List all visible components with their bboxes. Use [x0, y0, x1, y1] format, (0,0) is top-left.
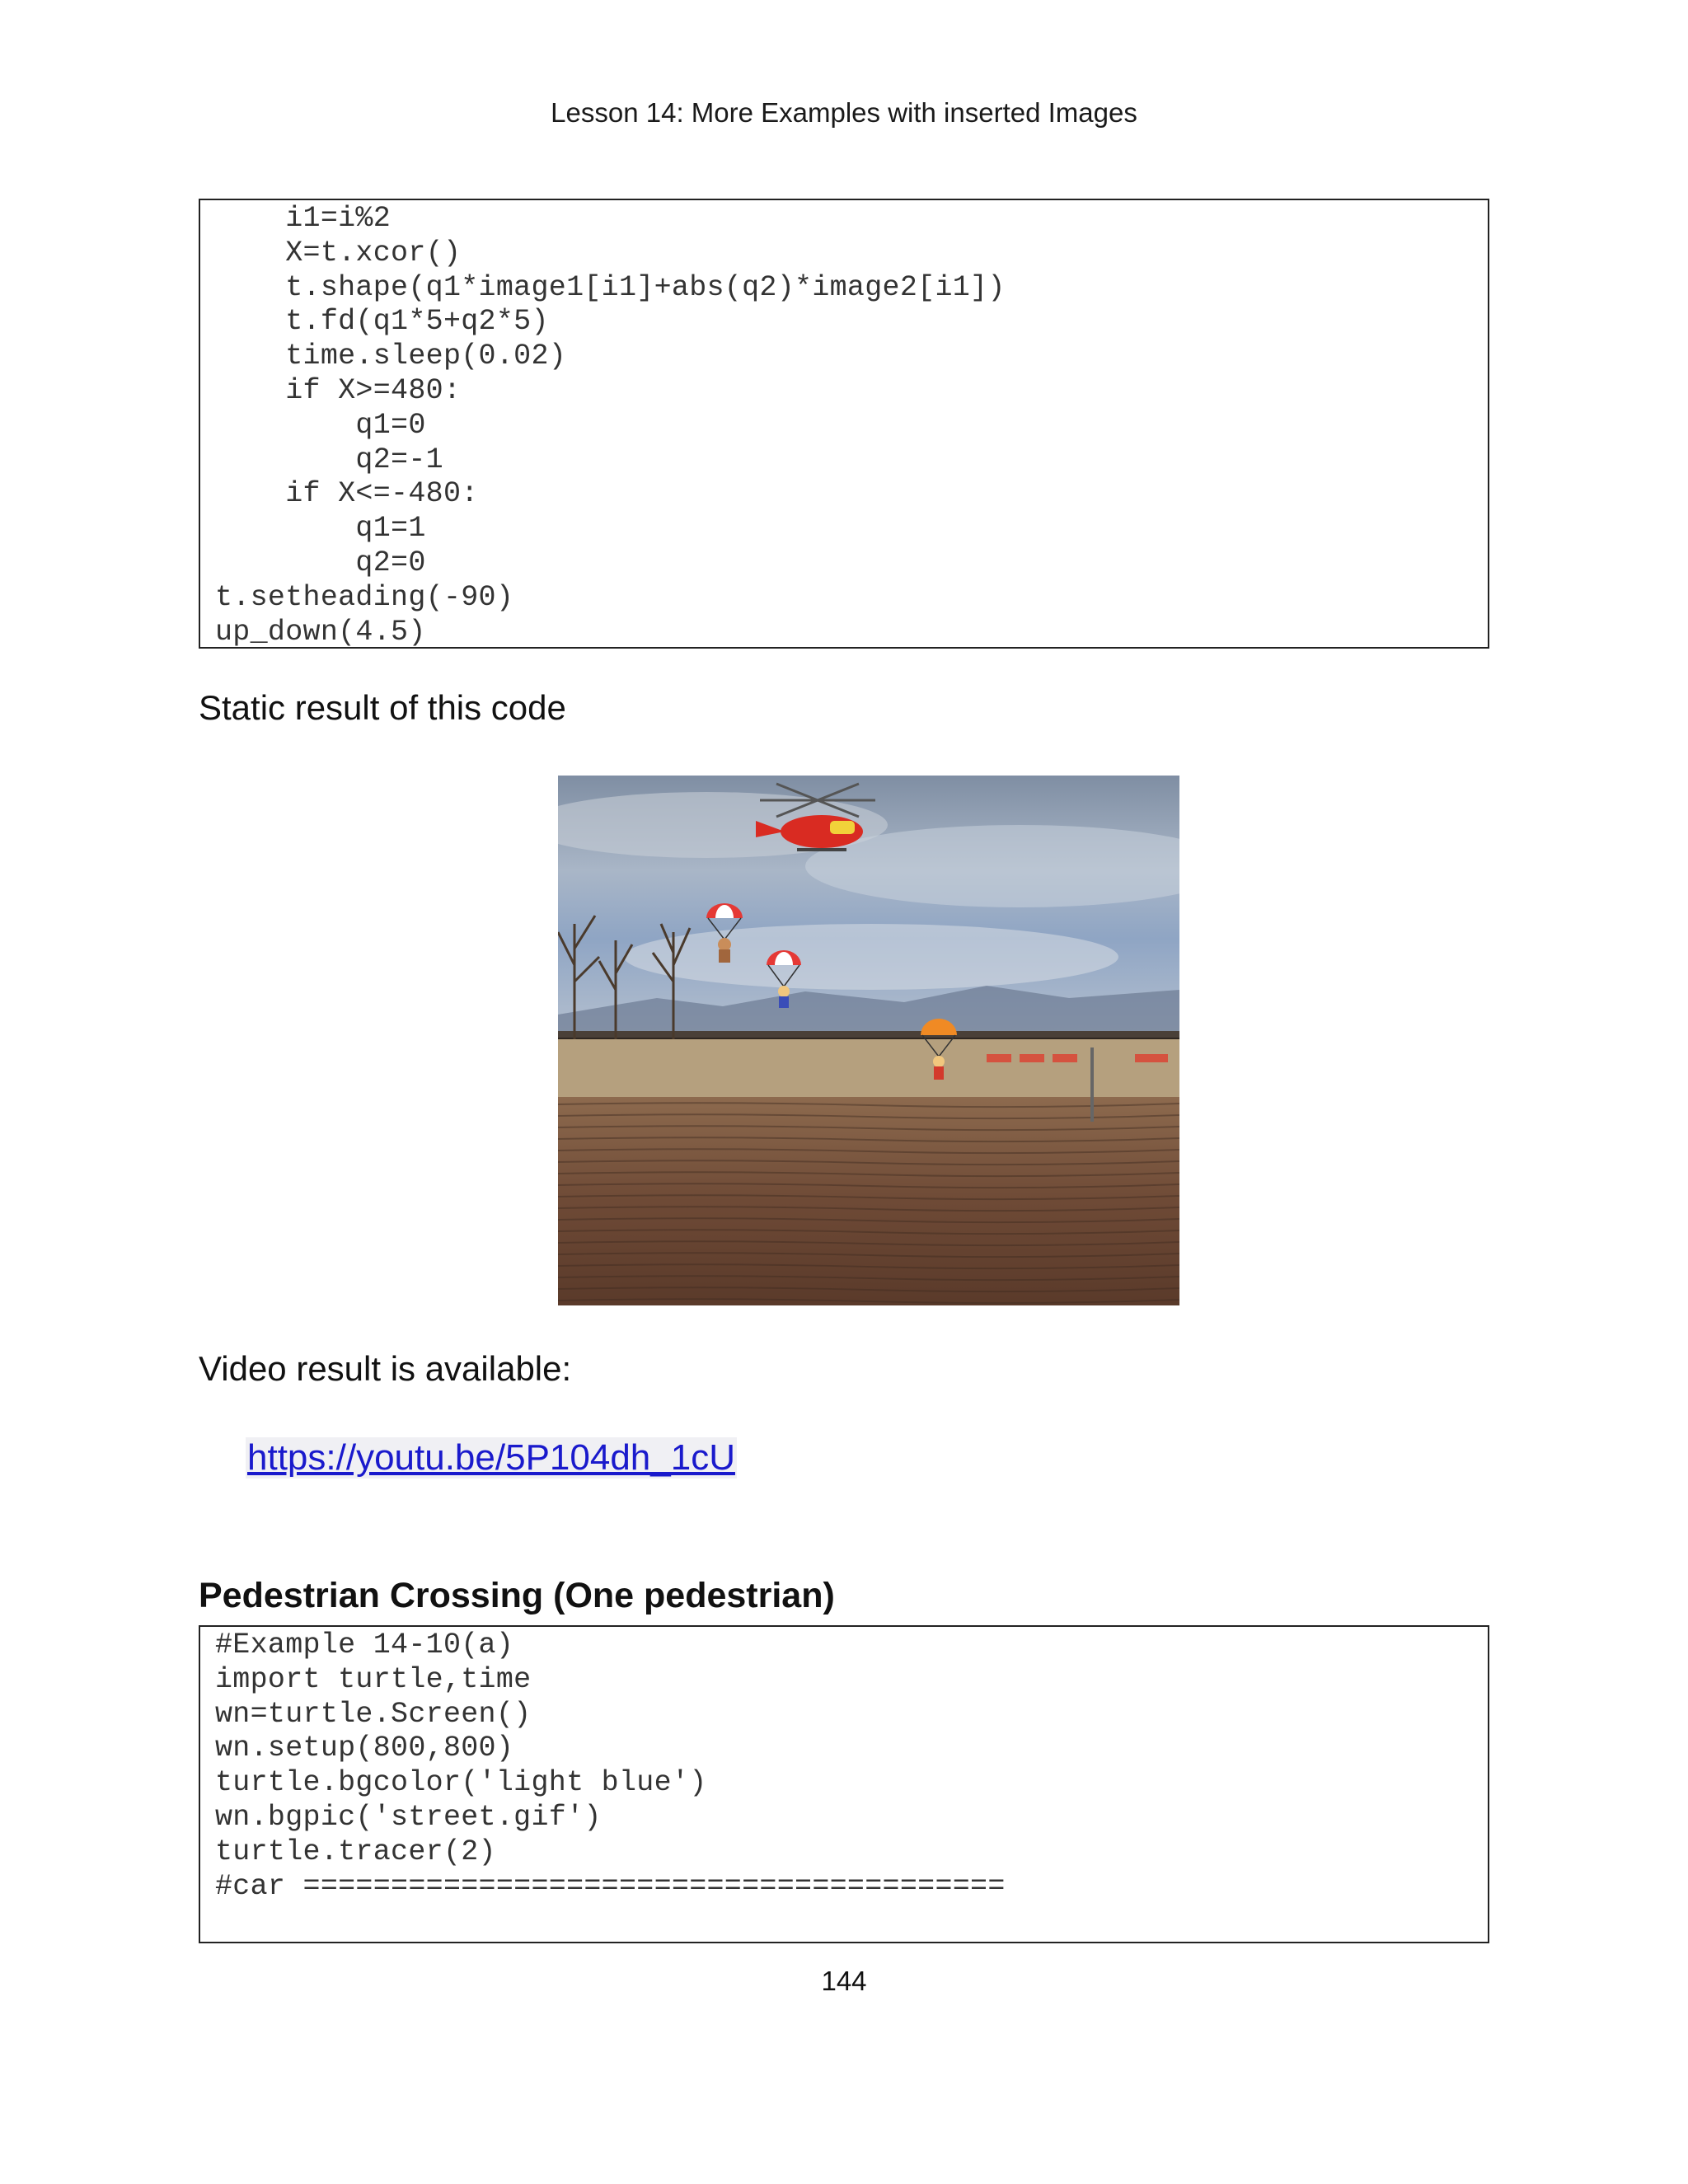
- dry-grass: [558, 1039, 1179, 1097]
- code-block: [199, 199, 1489, 649]
- code-line: X=t.xcor(): [215, 236, 462, 269]
- code-block: [199, 1625, 1489, 1943]
- code-line: turtle.tracer(2): [215, 1835, 496, 1868]
- code-line: turtle.bgcolor('light blue'): [215, 1766, 707, 1800]
- code-line: i1=i%2: [215, 202, 392, 235]
- youtube-link[interactable]: https://youtu.be/5P104dh_1cU: [247, 1437, 735, 1478]
- code-line: up_down(4.5): [215, 615, 426, 649]
- code-line: t.setheading(-90): [215, 580, 514, 614]
- code-line: t.shape(q1*image1[i1]+abs(q2)*image2[i1]): [215, 270, 1006, 304]
- field-furrows: [558, 1097, 1179, 1305]
- code-line: wn.bgpic('street.gif'): [215, 1800, 602, 1834]
- code-line: wn=turtle.Screen(): [215, 1697, 532, 1731]
- code-line: if X>=480:: [215, 373, 462, 407]
- page-header: Lesson 14: More Examples with inserted Images: [551, 97, 1137, 128]
- code-line: q1=1: [215, 512, 426, 546]
- code-line: time.sleep(0.02): [215, 340, 567, 373]
- video-result-label: Video result is available:: [199, 1349, 572, 1388]
- cloud: [624, 924, 1118, 990]
- code-line: q1=0: [215, 408, 426, 442]
- code-line: q2=-1: [215, 443, 443, 476]
- section-heading: Pedestrian Crossing (One pedestrian): [199, 1576, 835, 1615]
- code-line: wn.setup(800,800): [215, 1732, 514, 1765]
- fence: [558, 1031, 1179, 1038]
- code-line: #Example 14-10(a): [215, 1629, 514, 1661]
- code-line: #car ========================================: [215, 1869, 1006, 1903]
- static-result-label: Static result of this code: [199, 688, 566, 727]
- scene-svg: [558, 776, 1179, 1305]
- code-line: import turtle,time: [215, 1662, 532, 1696]
- page-number: 144: [821, 1966, 867, 1996]
- result-image: [558, 776, 1179, 1305]
- code-line: t.fd(q1*5+q2*5): [215, 305, 549, 339]
- code-line: q2=0: [215, 546, 426, 579]
- code-line: if X<=-480:: [215, 477, 479, 511]
